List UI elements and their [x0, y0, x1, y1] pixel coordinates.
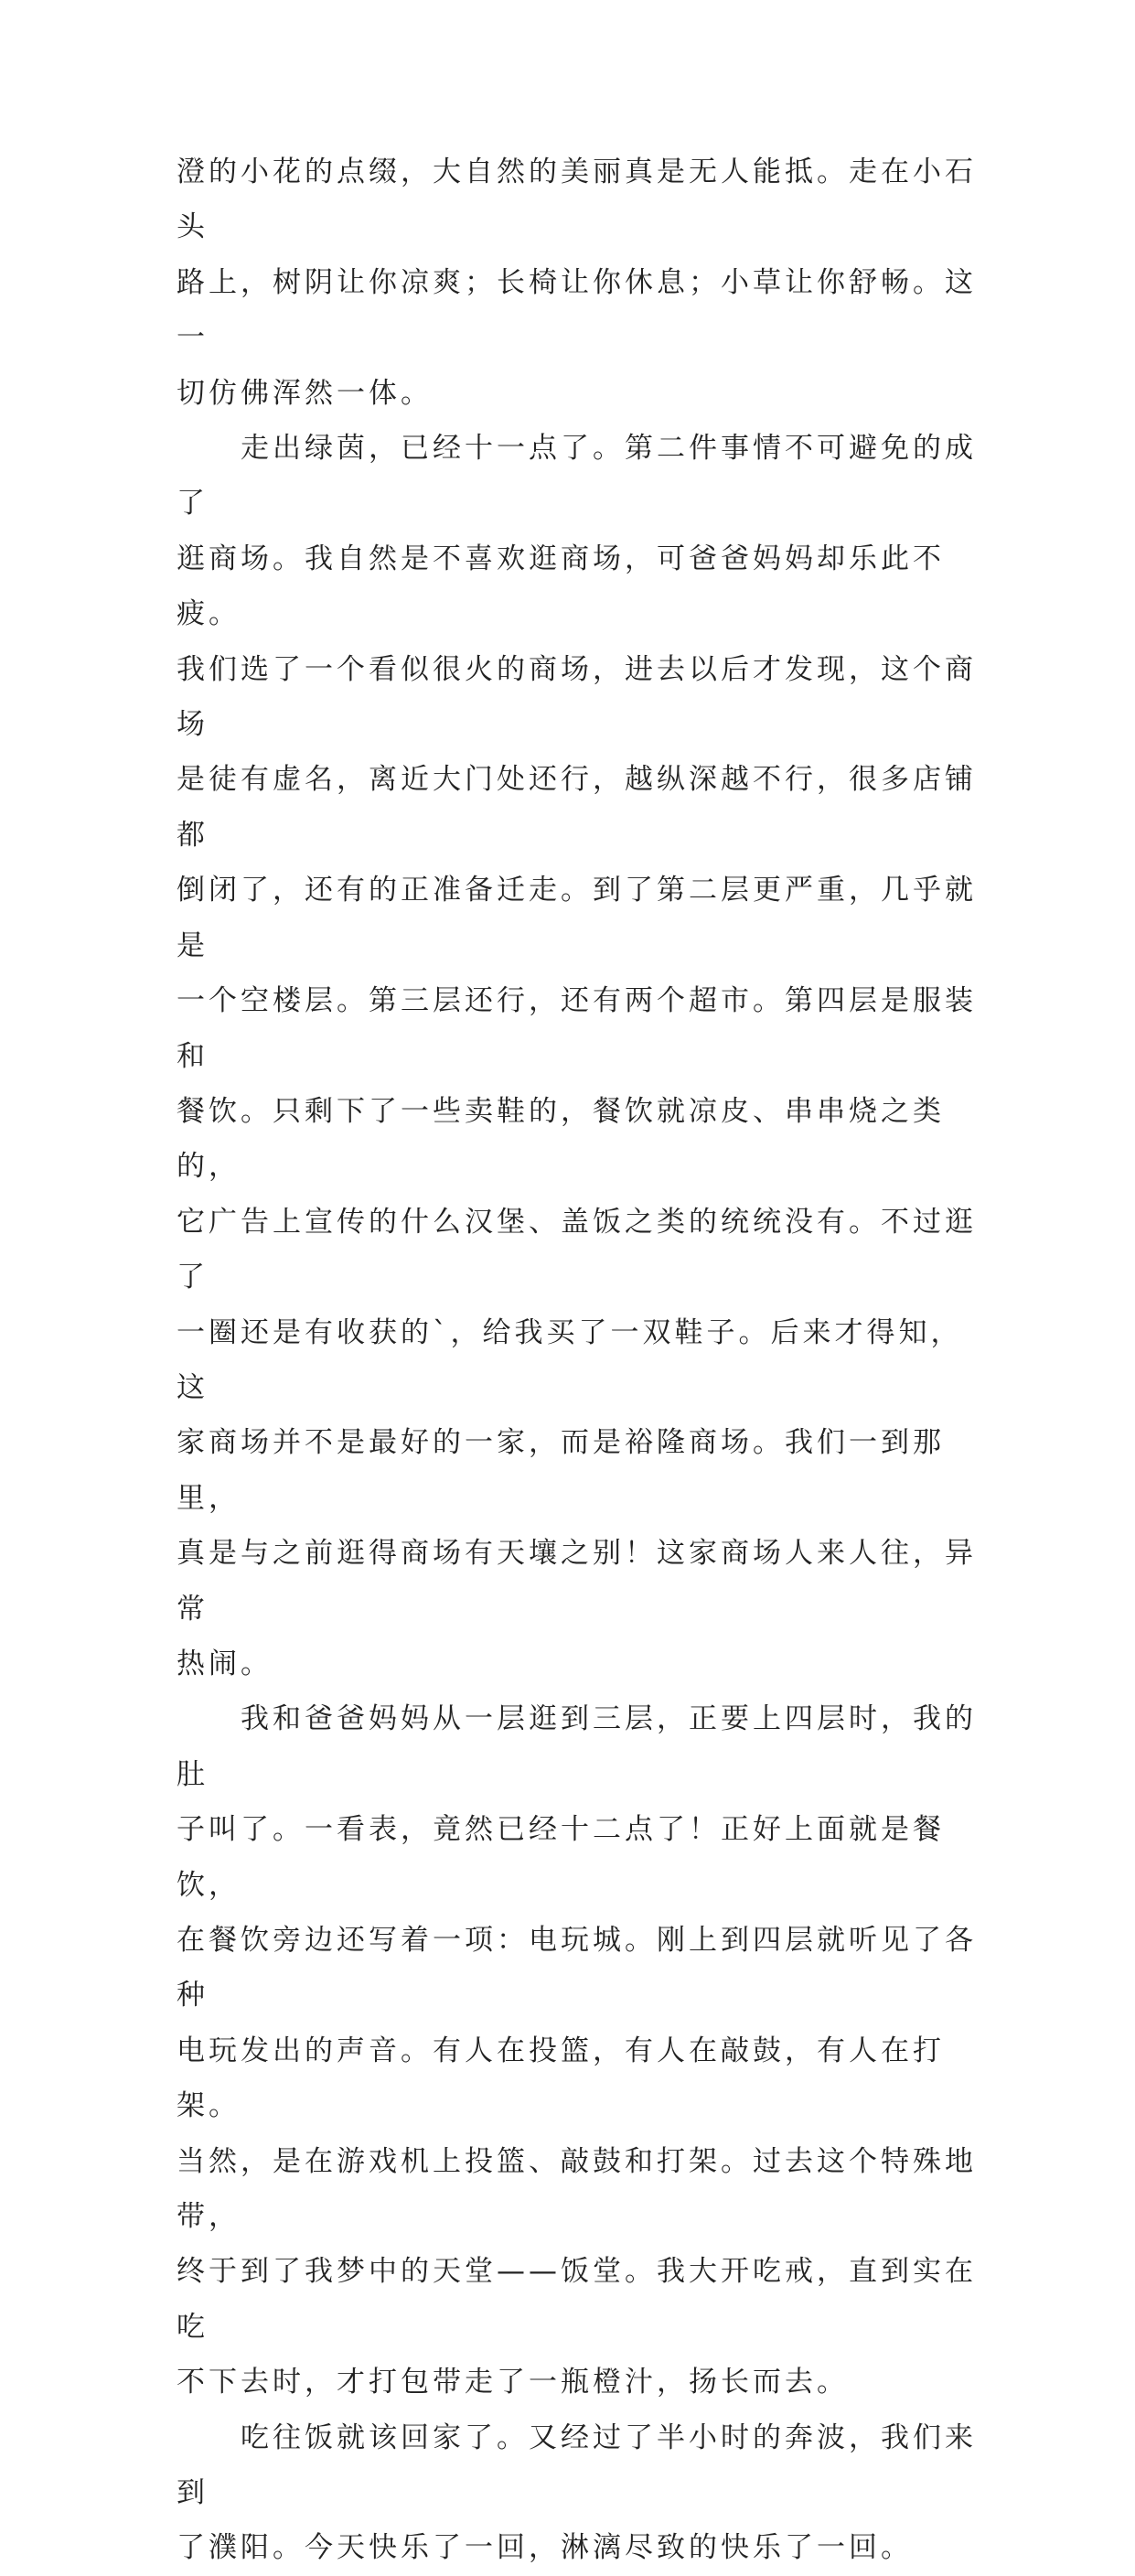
document-body [177, 145, 981, 2576]
paragraph-4: 吃往饭就该回家了。又经过了半小时的奔波，我们来到 了濮阳。今天快乐了一回，淋漓尽致的快乐了一回。 [177, 2420, 977, 2565]
paragraph-3: 我和爸爸妈妈从一层逛到三层，正要上四层时，我的肚 子叫了。一看表，竟然已经十二点了！正好上面就是餐饮， 在餐饮旁边还写着一项：电玩城。刚上到四层就听见了各种 电玩发出的声音。有人在投篮，有人在敲鼓，有人在打架。 当然，是在游戏机上投篮、敲鼓和打架。过去这个特殊地带， 终于到了我梦中的天堂——饭堂。我大开吃戒，直到实在吃 不下去时，才打包带走了一瓶橙汁，扬长而去。 [177, 1702, 977, 2399]
paragraph-2: 走出绿茵，已经十一点了。第二件事情不可避免的成了 逛商场。我自然是不喜欢逛商场，可爸爸妈妈却乐此不疲。 我们选了一个看似很火的商场，进去以后才发现，这个商场 是徒有虚名，离近大门处还行，越纵深越不行，很多店铺都 倒闭了，还有的正准备迁走。到了第二层更严重，几乎就是 一个空楼层。第三层还行，还有两个超市。第四层是服装和 餐饮。只剩下了一些卖鞋的，餐饮就凉皮、串串烧之类的， 它广告上宣传的什么汉堡、盖饭之类的统统没有。不过逛了 一圈还是有收获的`，给我买了一双鞋子。后来才得知，这 家商场并不是最好的一家，而是裕隆商场。我们一到那里， 真是与之前逛得商场有天壤之别！这家商场人来人往，异常 热闹。 [177, 432, 977, 1680]
paragraph-1: 澄的小花的点缀，大自然的美丽真是无人能抵。走在小石头 路上，树阴让你凉爽；长椅让你休息；小草让你舒畅。这一 切仿佛浑然一体。 [177, 156, 977, 410]
